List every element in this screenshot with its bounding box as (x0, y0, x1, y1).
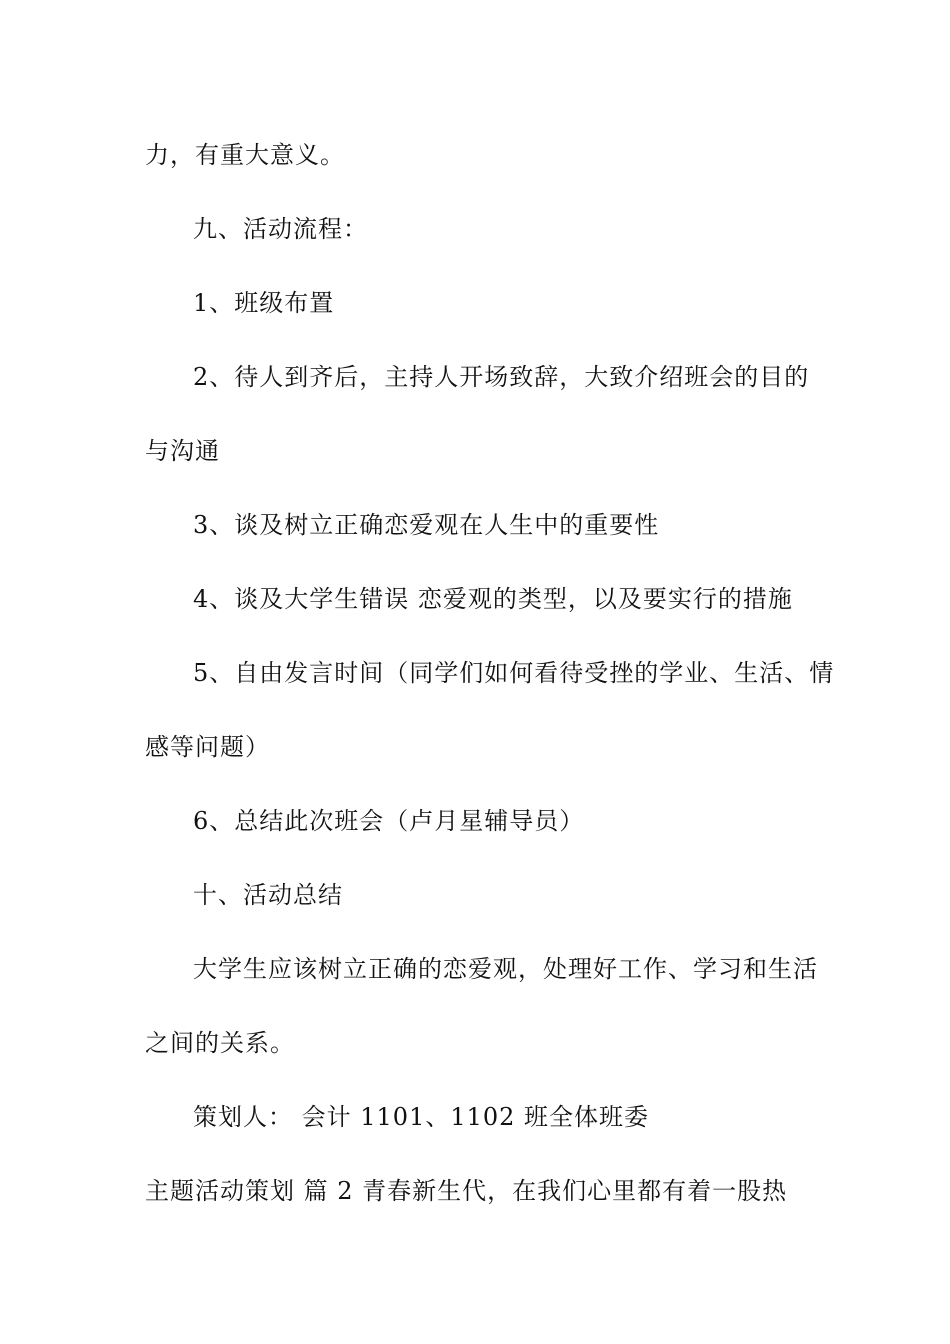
section-title-line: 主题活动策划 篇 2 青春新生代，在我们心里都有着一股热 (145, 1177, 788, 1205)
planner-line: 策划人： 会计 1101、1102 班全体班委 (193, 1103, 650, 1131)
text-line: 与沟通 (145, 437, 220, 465)
text-line: 感等问题） (145, 733, 270, 761)
section-heading-9: 九、活动流程： (193, 215, 368, 243)
text-line: 力，有重大意义。 (145, 141, 345, 169)
list-item-4: 4、谈及大学生错误 恋爱观的类型，以及要实行的措施 (193, 585, 793, 613)
summary-paragraph: 大学生应该树立正确的恋爱观，处理好工作、学习和生活 (193, 955, 818, 983)
list-item-3: 3、谈及树立正确恋爱观在人生中的重要性 (193, 511, 660, 539)
list-item-6: 6、总结此次班会（卢月星辅导员） (193, 807, 585, 835)
list-item-5: 5、自由发言时间（同学们如何看待受挫的学业、生活、情 (193, 659, 835, 687)
section-heading-10: 十、活动总结 (193, 881, 343, 909)
list-item-1: 1、班级布置 (193, 289, 335, 317)
text-line: 之间的关系。 (145, 1029, 295, 1057)
list-item-2: 2、待人到齐后，主持人开场致辞，大致介绍班会的目的 (193, 363, 810, 391)
